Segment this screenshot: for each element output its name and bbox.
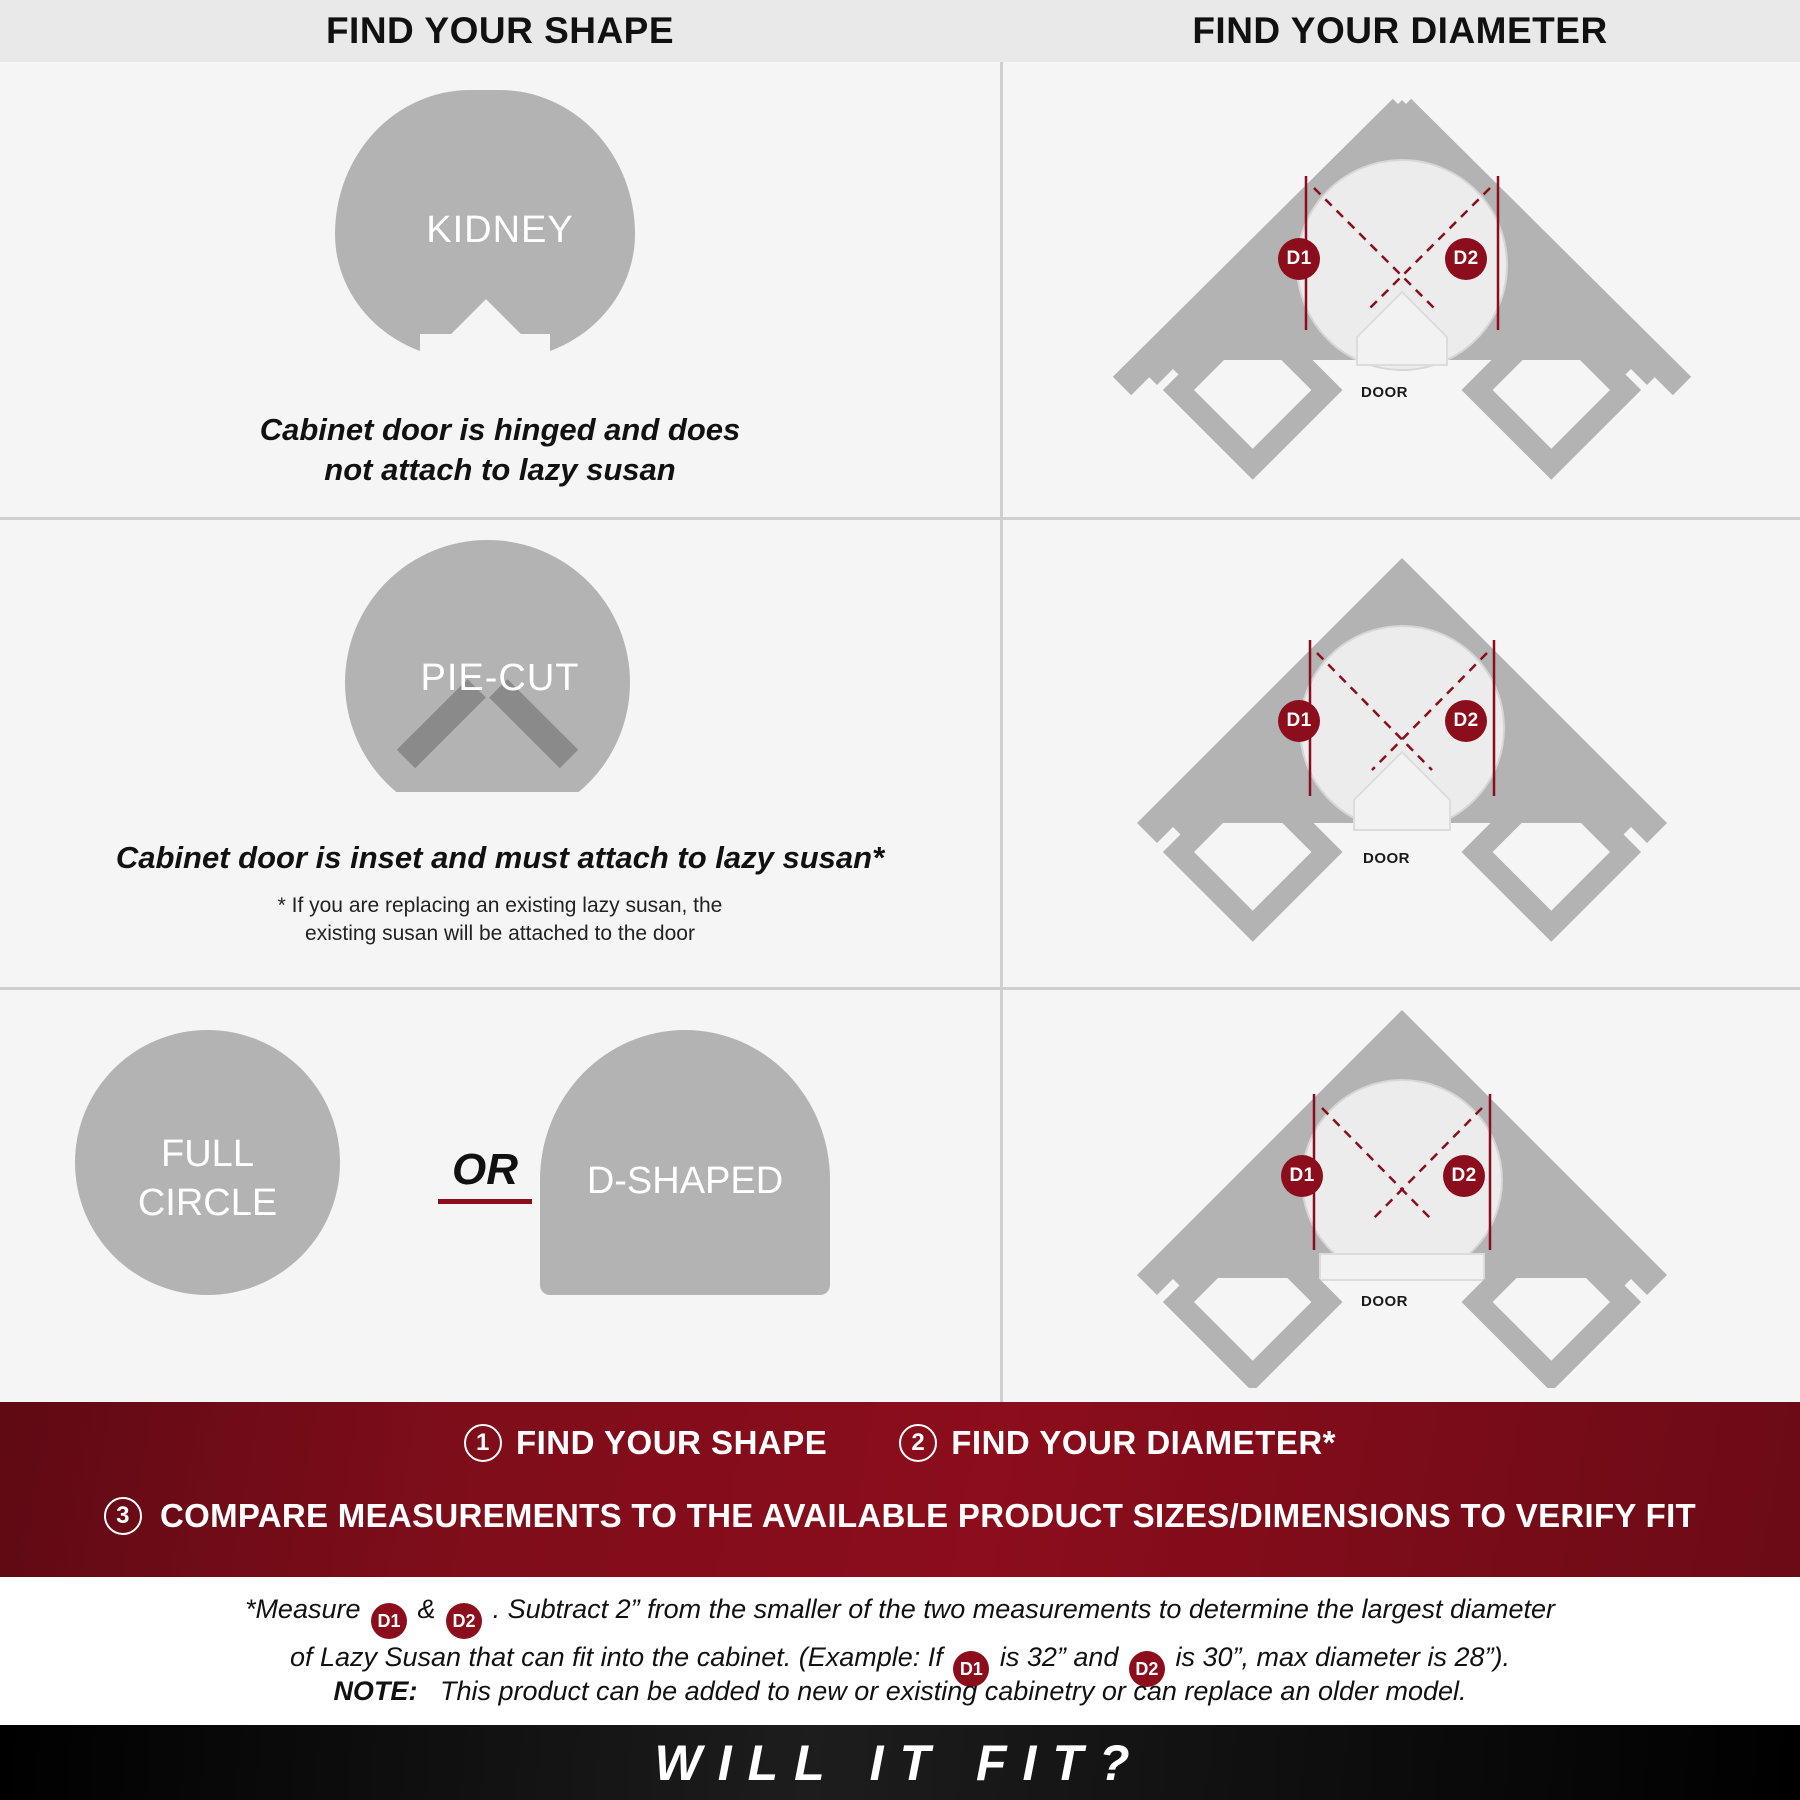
- measure-note-e: is 32” and: [999, 1642, 1119, 1673]
- or-separator: [430, 1145, 540, 1204]
- notes-section: [0, 1577, 1800, 1725]
- product-note: [0, 1673, 1800, 1709]
- cabinet-diagram-piecut: [1003, 520, 1800, 987]
- step-1-number: 1: [464, 1424, 502, 1462]
- d2-badge-piecut: D2: [1445, 700, 1487, 742]
- steps-row-1: [0, 1424, 1800, 1462]
- kidney-caption-line1: Cabinet door is hinged and does: [259, 412, 741, 447]
- door-label-piecut: DOOR: [1363, 850, 1410, 867]
- door-label-dshaped: DOOR: [1361, 1293, 1408, 1310]
- header-title-diameter: FIND YOUR DIAMETER: [1192, 10, 1608, 51]
- d2-badge-kidney: D2: [1445, 238, 1487, 280]
- content-grid: [0, 62, 1800, 1402]
- pie-cut-base-mask: [330, 792, 650, 837]
- piecut-caption: Cabinet door is inset and must attach to lazy susan*: [115, 840, 885, 875]
- d-shaped-label: D-SHAPED: [586, 1160, 784, 1202]
- d2-inline-badge-2: D2: [1129, 1651, 1165, 1687]
- d2-badge-dshaped: D2: [1443, 1155, 1485, 1197]
- or-underline: [438, 1199, 532, 1204]
- steps-banner: [0, 1402, 1800, 1577]
- step-1: [464, 1424, 827, 1462]
- piecut-footnote-line1: * If you are replacing an existing lazy susan, the: [277, 894, 723, 917]
- step-2: [899, 1424, 1336, 1462]
- measure-note-d: of Lazy Susan that can fit into the cabinet. (Example: If: [289, 1642, 943, 1673]
- measure-note-a: *Measure: [244, 1594, 361, 1624]
- d1-inline-badge-2: D1: [953, 1651, 989, 1687]
- cell-dshape-diagram: [1003, 990, 1800, 1402]
- or-label: OR: [452, 1145, 518, 1194]
- d1-badge-kidney: D1: [1278, 238, 1320, 280]
- d2-inline-badge-1: D2: [446, 1603, 482, 1639]
- cell-kidney-diagram: [1003, 62, 1800, 517]
- header-title-shape: FIND YOUR SHAPE: [325, 10, 675, 51]
- step-2-number: 2: [899, 1424, 937, 1462]
- steps-row-2: [0, 1497, 1800, 1535]
- cabinet-diagram-dshaped: [1003, 990, 1800, 1402]
- step-2-label: FIND YOUR DIAMETER*: [951, 1424, 1337, 1461]
- measure-note-b: &: [417, 1594, 436, 1624]
- cell-piecut-shape: [0, 520, 1000, 987]
- header-bar: [0, 0, 1800, 62]
- d1-inline-badge-1: D1: [371, 1603, 407, 1639]
- footer-title: WILL IT FIT?: [654, 1734, 1146, 1791]
- kidney-notch-base-decoration: [420, 334, 550, 394]
- full-circle-label-line2: CIRCLE: [137, 1182, 278, 1225]
- measure-note-c: . Subtract 2” from the smaller of the two measurements to determine the largest diameter: [492, 1594, 1556, 1624]
- note-text: This product can be added to new or existing cabinetry or can replace an older model.: [439, 1676, 1467, 1706]
- d1-badge-dshaped: D1: [1281, 1155, 1323, 1197]
- full-circle-label-line1: FULL: [161, 1133, 254, 1175]
- d1-badge-piecut: D1: [1278, 700, 1320, 742]
- cabinet-diagram-kidney: [1003, 62, 1800, 517]
- piecut-footnote-line2: existing susan will be attached to the door: [305, 922, 695, 946]
- cell-circle-dshape: [0, 990, 1000, 1402]
- cell-kidney-shape: [0, 62, 1000, 517]
- step-3-label: COMPARE MEASUREMENTS TO THE AVAILABLE PRODUCT SIZES/DIMENSIONS TO VERIFY FIT: [159, 1497, 1696, 1534]
- note-label: NOTE:: [333, 1676, 418, 1706]
- measure-note-f: is 30”, max diameter is 28”).: [1175, 1642, 1511, 1673]
- cell-piecut-diagram: [1003, 520, 1800, 987]
- kidney-caption-line2: not attach to lazy susan: [324, 452, 676, 488]
- step-3-number: 3: [104, 1497, 142, 1535]
- footer-bar: [0, 1725, 1800, 1800]
- pie-cut-label: PIE-CUT: [420, 657, 580, 699]
- kidney-label: KIDNEY: [426, 209, 574, 251]
- door-label-kidney: DOOR: [1361, 384, 1408, 401]
- step-1-label: FIND YOUR SHAPE: [515, 1424, 828, 1461]
